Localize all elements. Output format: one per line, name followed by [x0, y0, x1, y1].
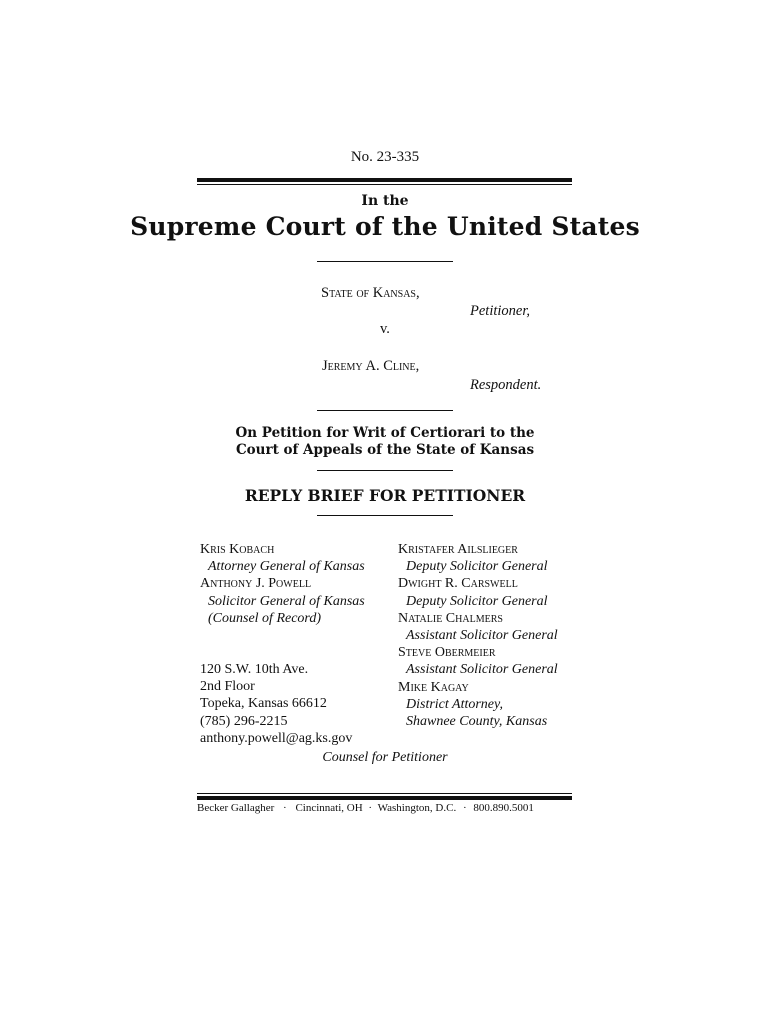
counsel-title: Deputy Solicitor General — [406, 559, 548, 575]
counsel-right-column — [398, 541, 558, 730]
footer-phone: 800.890.5001 — [473, 802, 534, 814]
top-rule-thick — [197, 178, 572, 182]
bottom-rule-thick — [197, 796, 572, 800]
petition-line-2: Court of Appeals of the State of Kansas — [235, 442, 535, 458]
counsel-label: Counsel for Petitioner — [322, 750, 448, 765]
divider-1 — [317, 261, 453, 262]
court-name: Supreme Court of the United States — [130, 212, 640, 241]
footer-city: Washington, D.C. — [377, 802, 457, 814]
email-address: anthony.powell@ag.ks.gov — [200, 730, 353, 746]
counsel-name: Mike Kagay — [398, 679, 469, 695]
versus: v. — [380, 321, 390, 337]
counsel-of-record: (Counsel of Record) — [208, 610, 322, 626]
separator: · — [368, 802, 373, 814]
footer-city: Cincinnati, OH — [295, 802, 363, 814]
counsel-title: Attorney General of Kansas — [208, 559, 365, 575]
counsel-name: Natalie Chalmers — [398, 610, 503, 626]
petition-line-1: On Petition for Writ of Certiorari to the — [235, 425, 535, 441]
address-line: 2nd Floor — [200, 679, 255, 695]
counsel-title: Assistant Solicitor General — [406, 662, 558, 678]
bottom-rule-thin — [197, 793, 572, 794]
counsel-title: Deputy Solicitor General — [406, 593, 548, 609]
address-line: Topeka, Kansas 66612 — [200, 696, 327, 712]
separator: · — [462, 802, 467, 814]
counsel-name: Kris Kobach — [200, 542, 275, 557]
counsel-left-column — [200, 541, 365, 747]
counsel-name: Steve Obermeier — [398, 645, 496, 661]
court-prefix: In the — [361, 193, 409, 209]
counsel-title: Shawnee County, Kansas — [406, 714, 548, 730]
counsel-name: Anthony J. Powell — [200, 576, 312, 592]
phone-number: (785) 296-2215 — [200, 713, 288, 729]
docket-number: No. 23-335 — [350, 149, 420, 165]
divider-3 — [317, 470, 453, 471]
counsel-title: District Attorney, — [406, 696, 503, 712]
petitioner-name: State of Kansas, — [321, 285, 420, 301]
separator: · — [283, 802, 287, 814]
respondent-name: Jeremy A. Cline, — [322, 358, 420, 374]
publisher-name: Becker Gallagher — [197, 802, 275, 814]
divider-4 — [317, 515, 453, 516]
brief-title: REPLY BRIEF FOR PETITIONER — [244, 486, 526, 505]
divider-2 — [317, 410, 453, 411]
counsel-title: Assistant Solicitor General — [406, 628, 558, 644]
respondent-role: Respondent. — [470, 377, 542, 393]
petitioner-role: Petitioner, — [470, 303, 531, 319]
publisher-footer — [197, 802, 572, 814]
counsel-name: Kristafer Ailslieger — [398, 542, 518, 557]
counsel-name: Dwight R. Carswell — [398, 576, 518, 592]
address-line: 120 S.W. 10th Ave. — [200, 662, 309, 678]
top-rule-thin — [197, 184, 572, 185]
counsel-title: Solicitor General of Kansas — [208, 593, 365, 609]
